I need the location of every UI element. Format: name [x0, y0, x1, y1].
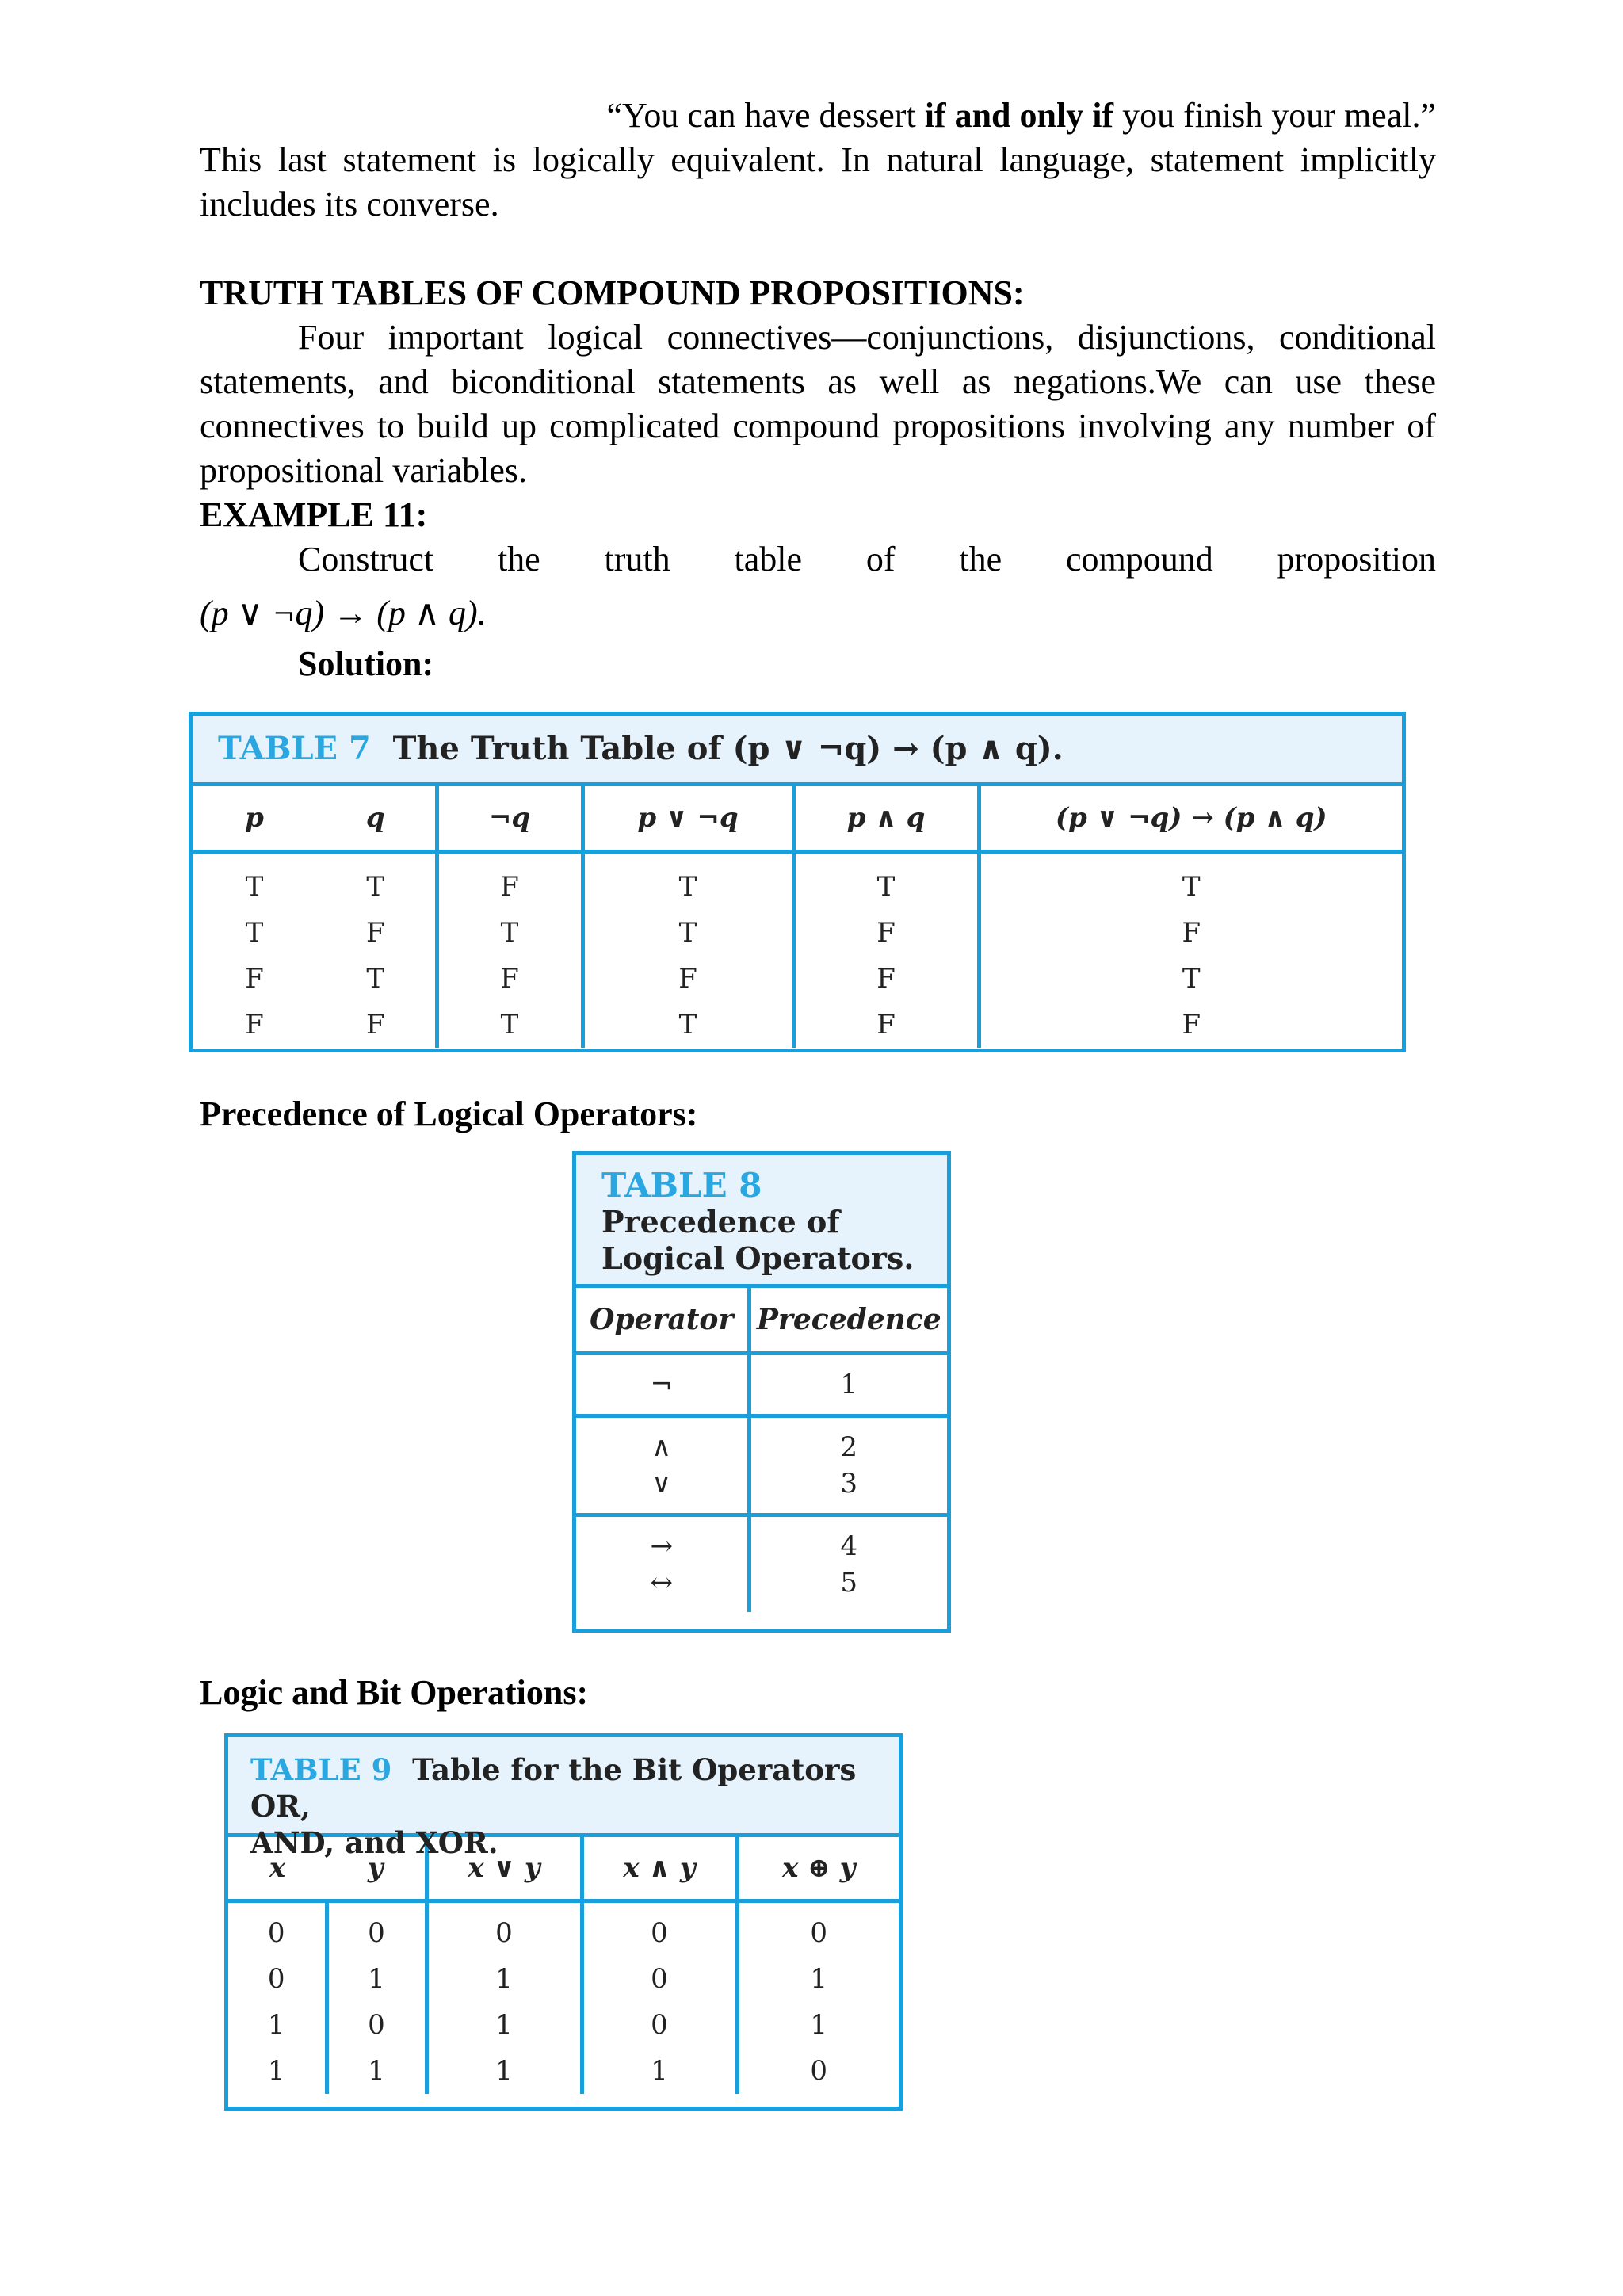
table-row	[193, 1002, 1402, 1048]
table-cell: T	[582, 1002, 793, 1048]
section-heading-precedence: Precedence of Logical Operators:	[200, 1095, 698, 1133]
table-cell: F	[793, 910, 979, 956]
table-row	[576, 1416, 947, 1515]
quote-suffix: you finish your meal.”	[1113, 96, 1436, 135]
solution-label: Solution:	[298, 644, 434, 683]
table-cell	[576, 1416, 749, 1515]
table-cell: T	[245, 917, 264, 949]
table-cell: 1	[426, 1956, 582, 2002]
table8-header-precedence: Precedence	[749, 1288, 947, 1354]
table-cell: 0	[327, 2002, 426, 2048]
table9-title-line1: Table for the Bit Operators OR,	[250, 1752, 857, 1824]
table-cell: F	[316, 1002, 437, 1048]
table7-header-4: p ∧ q	[793, 786, 979, 852]
example-text: Construct the truth table of the compound proposition	[298, 540, 1436, 579]
table-cell: 0	[228, 1956, 327, 2002]
precedence-value: 5	[840, 1567, 858, 1599]
example-formula: (p ∨ ¬q) → (p ∧ q).	[200, 594, 487, 632]
table8-grid	[576, 1288, 947, 1612]
table-row	[228, 2048, 899, 2094]
table9-header-4: x ⊕ y	[737, 1837, 899, 1901]
table-cell: F	[245, 1009, 264, 1041]
quote-prefix: “You can have dessert	[606, 96, 925, 135]
table7-number: TABLE 7	[218, 730, 371, 767]
table-cell: T	[316, 956, 437, 1002]
table9-number: TABLE 9	[250, 1752, 392, 1787]
document-body	[200, 94, 1436, 686]
table-cell: 0	[810, 1917, 828, 1949]
table-cell: 0	[228, 1901, 327, 1957]
table-cell: T	[582, 910, 793, 956]
precedence-value: 2	[840, 1431, 858, 1463]
bit-operators-table-9	[224, 1733, 903, 2111]
table-cell: F	[1182, 1009, 1201, 1041]
table-row	[228, 2002, 899, 2048]
table-cell: 1	[582, 2048, 737, 2094]
table-cell: 1	[426, 2048, 582, 2094]
table-cell: T	[1182, 963, 1201, 995]
table9-header-2: x ∨ y	[426, 1837, 582, 1901]
section-heading-truth-tables: TRUTH TABLES OF COMPOUND PROPOSITIONS:	[200, 273, 1025, 312]
table-cell	[576, 1354, 749, 1416]
operator-symbol: ∧	[651, 1431, 672, 1463]
example-heading: EXAMPLE 11:	[200, 495, 428, 534]
table-cell: 0	[327, 1901, 426, 1957]
table-cell: T	[437, 1002, 582, 1048]
table-cell: 1	[327, 2048, 426, 2094]
operator-symbol: →	[650, 1530, 673, 1562]
table-row	[193, 956, 1402, 1002]
table-cell: 0	[582, 1956, 737, 2002]
table-cell	[749, 1515, 947, 1613]
table-cell	[576, 1515, 749, 1613]
quote-bold: if and only if	[924, 96, 1114, 135]
table7-header-1: q	[316, 786, 437, 852]
precedence-value: 3	[840, 1468, 858, 1499]
table8-title-line2: Logical Operators.	[601, 1240, 915, 1276]
section-paragraph: Four important logical connectives—conjunctions, disjunctions, conditional statements, and biconditional statements as well as negations.We can use these connectives to build up complicated compound propositions involving any number of propositional variables.	[200, 318, 1436, 490]
table-row	[576, 1354, 947, 1416]
table-cell: F	[245, 963, 264, 995]
table9-header-1: y	[327, 1837, 426, 1901]
precedence-value: 4	[840, 1530, 858, 1562]
table-cell: T	[582, 852, 793, 911]
truth-table-7	[189, 712, 1406, 1052]
table-cell: 1	[810, 1963, 828, 1995]
table8-caption	[576, 1155, 947, 1288]
operator-symbol: ↔	[650, 1567, 673, 1599]
intro-paragraph: This last statement is logically equivalent. In natural language, statement implicitly includes its converse.	[200, 140, 1436, 223]
table-row	[193, 910, 1402, 956]
table-cell: 1	[327, 1956, 426, 2002]
table-cell: 1	[426, 2002, 582, 2048]
table-cell: 0	[426, 1901, 582, 1957]
table9-title-line2: AND, and XOR.	[250, 1825, 498, 1860]
table-cell: 1	[228, 2002, 327, 2048]
quote-line	[200, 94, 1436, 138]
table9-header-3: x ∧ y	[582, 1837, 737, 1901]
table7-header-0: p	[193, 786, 316, 852]
table-cell: F	[1182, 917, 1201, 949]
table-cell: T	[793, 852, 979, 911]
table-cell: T	[245, 871, 264, 903]
table-cell	[749, 1416, 947, 1515]
table7-header-5: (p ∨ ¬q) → (p ∧ q)	[979, 786, 1402, 852]
table-cell: F	[793, 956, 979, 1002]
table7-grid	[193, 786, 1402, 1048]
precedence-value: 1	[840, 1369, 858, 1400]
table-cell: 0	[810, 2055, 828, 2087]
table-row	[576, 1515, 947, 1613]
table-cell: 1	[228, 2048, 327, 2094]
table-cell: F	[793, 1002, 979, 1048]
operator-symbol: ¬	[650, 1369, 673, 1400]
table7-header-2: ¬q	[437, 786, 582, 852]
table-row	[193, 852, 1402, 911]
table7-caption	[193, 716, 1402, 786]
table-row	[228, 1956, 899, 2002]
table7-header-3: p ∨ ¬q	[582, 786, 793, 852]
operator-symbol: ∨	[651, 1468, 672, 1499]
table9-grid	[228, 1837, 899, 2094]
table-cell: T	[1182, 871, 1201, 903]
table-cell: 1	[810, 2009, 828, 2041]
table9-header-0: x	[228, 1837, 327, 1901]
table-cell: 0	[582, 2002, 737, 2048]
table-cell: 0	[582, 1901, 737, 1957]
table7-title: The Truth Table of (p ∨ ¬q) → (p ∧ q).	[392, 730, 1064, 767]
table-cell: T	[437, 910, 582, 956]
section-heading-bit-operations: Logic and Bit Operations:	[200, 1673, 589, 1712]
table8-header-operator: Operator	[576, 1288, 749, 1354]
table-cell	[749, 1354, 947, 1416]
table-cell: F	[437, 956, 582, 1002]
table-cell: T	[316, 852, 437, 911]
table-row	[228, 1901, 899, 1957]
table-cell: F	[316, 910, 437, 956]
table-cell: F	[582, 956, 793, 1002]
table-cell: F	[437, 852, 582, 911]
table8-number: TABLE 8	[601, 1166, 762, 1205]
table9-caption	[228, 1737, 899, 1860]
table8-title-line1: Precedence of	[601, 1204, 840, 1240]
precedence-table-8	[572, 1151, 951, 1633]
